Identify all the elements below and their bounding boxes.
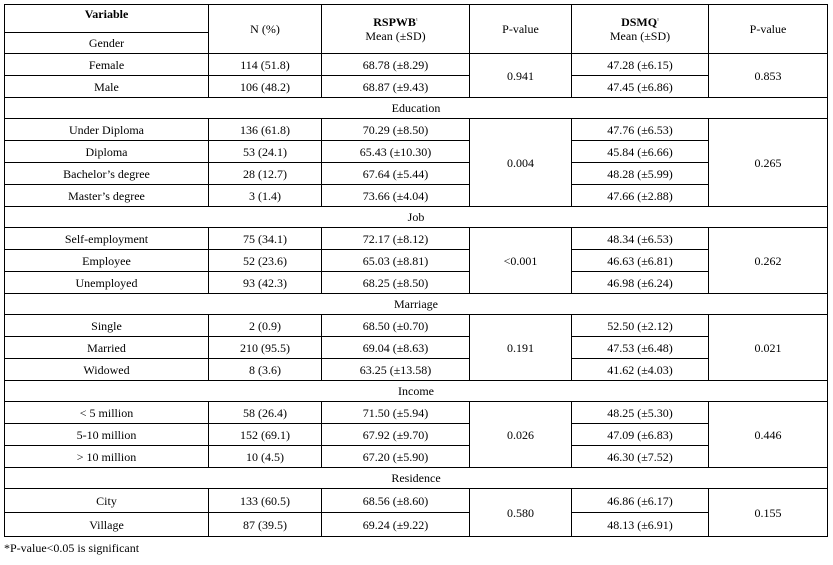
header-variable: Variable — [84, 7, 129, 21]
row-n: 133 (60.5) — [209, 489, 322, 513]
header-rspwb: RSPWB — [373, 15, 416, 29]
table-row — [5, 250, 828, 272]
row-dsmq: 47.28 (±6.15) — [572, 54, 709, 76]
section-row — [5, 468, 828, 489]
section-row — [5, 381, 828, 402]
row-dsmq: 41.62 (±4.03) — [572, 359, 709, 381]
row-rspwb: 67.92 (±9.70) — [322, 424, 470, 446]
row-label: Self-employment — [5, 228, 209, 250]
row-dsmq: 47.09 (±6.83) — [572, 424, 709, 446]
row-label: Village — [5, 513, 209, 537]
row-rspwb: 70.29 (±8.50) — [322, 119, 470, 141]
row-label: 5-10 million — [5, 424, 209, 446]
header-rspwb-sub: Mean (±SD) — [365, 29, 426, 43]
section-row — [5, 98, 828, 119]
row-label: Married — [5, 337, 209, 359]
row-n: 106 (48.2) — [209, 76, 322, 98]
row-dsmq: 47.45 (±6.86) — [572, 76, 709, 98]
row-label: < 5 million — [5, 402, 209, 424]
section-job: Job — [5, 207, 828, 228]
row-n: 210 (95.5) — [209, 337, 322, 359]
header-dsmq: DSMQ — [621, 15, 658, 29]
row-n: 3 (1.4) — [209, 185, 322, 207]
gender-p-rspwb: 0.941 — [470, 54, 572, 98]
residence-p-rspwb: 0.580 — [470, 489, 572, 537]
income-p-rspwb: 0.026 — [470, 402, 572, 468]
header-rspwb-sup: ¹ — [415, 18, 418, 24]
table-row — [5, 54, 828, 76]
header-dsmq-sub: Mean (±SD) — [609, 29, 671, 43]
section-residence: Residence — [5, 468, 828, 489]
row-rspwb: 73.66 (±4.04) — [322, 185, 470, 207]
header-variable-cell — [5, 5, 209, 33]
row-n: 114 (51.8) — [209, 54, 322, 76]
row-label: City — [5, 489, 209, 513]
row-dsmq: 46.86 (±6.17) — [572, 489, 709, 513]
row-label: Single — [5, 315, 209, 337]
table-row — [5, 272, 828, 294]
header-rspwb-cell — [322, 5, 470, 54]
gender-p-dsmq: 0.853 — [709, 54, 828, 98]
section-marriage: Marriage — [5, 294, 828, 315]
table-row — [5, 119, 828, 141]
marriage-p-dsmq: 0.021 — [709, 315, 828, 381]
table-row — [5, 489, 828, 513]
header-dsmq-sup: ¹ — [657, 18, 659, 24]
row-dsmq: 52.50 (±2.12) — [572, 315, 709, 337]
job-p-rspwb: <0.001 — [470, 228, 572, 294]
row-rspwb: 69.24 (±9.22) — [322, 513, 470, 537]
table-row — [5, 228, 828, 250]
row-rspwb: 71.50 (±5.94) — [322, 402, 470, 424]
row-n: 2 (0.9) — [209, 315, 322, 337]
row-label: Unemployed — [5, 272, 209, 294]
row-n: 152 (69.1) — [209, 424, 322, 446]
row-dsmq: 46.30 (±7.52) — [572, 446, 709, 468]
row-label: Under Diploma — [5, 119, 209, 141]
section-income: Income — [5, 381, 828, 402]
table-row — [5, 513, 828, 537]
section-gender: Gender — [5, 33, 209, 54]
table-row — [5, 185, 828, 207]
row-dsmq: 48.34 (±6.53) — [572, 228, 709, 250]
row-rspwb: 67.20 (±5.90) — [322, 446, 470, 468]
marriage-p-rspwb: 0.191 — [470, 315, 572, 381]
row-n: 87 (39.5) — [209, 513, 322, 537]
header-pvalue-1: P-value — [470, 5, 572, 54]
education-p-dsmq: 0.265 — [709, 119, 828, 207]
row-label: Master’s degree — [5, 185, 209, 207]
header-row — [5, 5, 828, 33]
row-rspwb: 72.17 (±8.12) — [322, 228, 470, 250]
row-n: 58 (26.4) — [209, 402, 322, 424]
row-n: 52 (23.6) — [209, 250, 322, 272]
section-row — [5, 207, 828, 228]
row-dsmq: 48.13 (±6.91) — [572, 513, 709, 537]
row-n: 8 (3.6) — [209, 359, 322, 381]
table-row — [5, 402, 828, 424]
row-label: Female — [5, 54, 209, 76]
row-rspwb: 68.78 (±8.29) — [322, 54, 470, 76]
footnote: *P-value<0.05 is significant — [4, 541, 140, 555]
row-dsmq: 47.53 (±6.48) — [572, 337, 709, 359]
row-label: Bachelor’s degree — [5, 163, 209, 185]
row-label: > 10 million — [5, 446, 209, 468]
section-education: Education — [5, 98, 828, 119]
table-row — [5, 141, 828, 163]
table-row — [5, 315, 828, 337]
row-dsmq: 48.28 (±5.99) — [572, 163, 709, 185]
job-p-dsmq: 0.262 — [709, 228, 828, 294]
row-label: Employee — [5, 250, 209, 272]
row-n: 75 (34.1) — [209, 228, 322, 250]
row-label: Widowed — [5, 359, 209, 381]
header-pvalue-2: P-value — [709, 5, 828, 54]
row-rspwb: 65.43 (±10.30) — [322, 141, 470, 163]
row-dsmq: 46.98 (±6.24) — [572, 272, 709, 294]
row-n: 28 (12.7) — [209, 163, 322, 185]
table-row — [5, 359, 828, 381]
table-row — [5, 424, 828, 446]
row-label: Diploma — [5, 141, 209, 163]
section-row — [5, 294, 828, 315]
header-n-pct: N (%) — [209, 5, 322, 54]
table-row — [5, 76, 828, 98]
residence-p-dsmq: 0.155 — [709, 489, 828, 537]
row-dsmq: 47.76 (±6.53) — [572, 119, 709, 141]
row-n: 93 (42.3) — [209, 272, 322, 294]
row-n: 136 (61.8) — [209, 119, 322, 141]
row-n: 53 (24.1) — [209, 141, 322, 163]
row-rspwb: 68.56 (±8.60) — [322, 489, 470, 513]
row-rspwb: 68.87 (±9.43) — [322, 76, 470, 98]
row-rspwb: 65.03 (±8.81) — [322, 250, 470, 272]
table-row — [5, 163, 828, 185]
row-dsmq: 45.84 (±6.66) — [572, 141, 709, 163]
results-table — [4, 4, 828, 537]
row-rspwb: 69.04 (±8.63) — [322, 337, 470, 359]
row-rspwb: 67.64 (±5.44) — [322, 163, 470, 185]
table-row — [5, 337, 828, 359]
education-p-rspwb: 0.004 — [470, 119, 572, 207]
row-label: Male — [5, 76, 209, 98]
row-rspwb: 63.25 (±13.58) — [322, 359, 470, 381]
table-row — [5, 446, 828, 468]
header-dsmq-cell — [572, 5, 709, 54]
row-dsmq: 46.63 (±6.81) — [572, 250, 709, 272]
row-rspwb: 68.50 (±0.70) — [322, 315, 470, 337]
row-n: 10 (4.5) — [209, 446, 322, 468]
row-dsmq: 48.25 (±5.30) — [572, 402, 709, 424]
income-p-dsmq: 0.446 — [709, 402, 828, 468]
row-rspwb: 68.25 (±8.50) — [322, 272, 470, 294]
row-dsmq: 47.66 (±2.88) — [572, 185, 709, 207]
